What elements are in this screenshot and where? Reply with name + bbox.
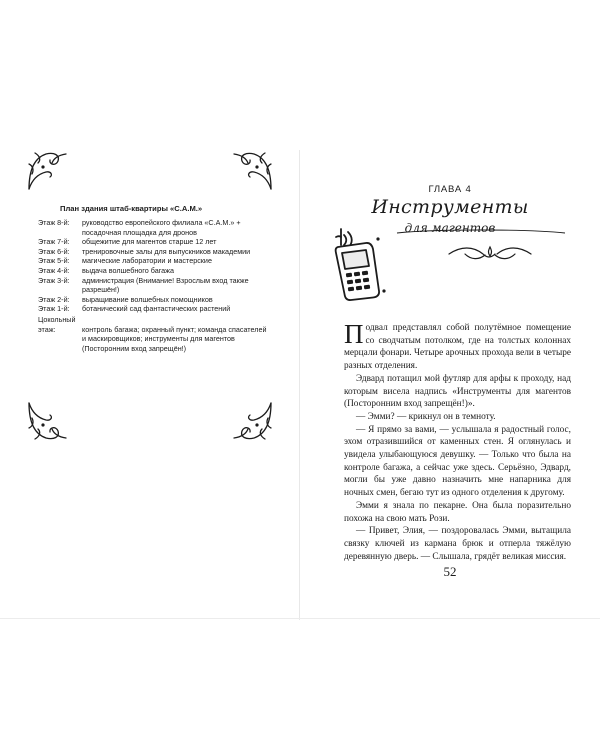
floor-description: магические лаборатории и мастерские — [82, 256, 212, 266]
floor-description: контроль багажа; охранный пункт; команда спасателей и маскировщиков; инструменты для магентов (Посторонним вход запрещён!) — [82, 324, 267, 353]
floor-row — [38, 295, 268, 305]
floor-row-basement — [38, 325, 268, 354]
walkie-talkie-icon — [330, 225, 390, 307]
floor-row — [38, 304, 268, 314]
floor-label: Этаж 1-й: — [38, 304, 70, 314]
basement-label: Цокольный — [38, 314, 76, 324]
floor-description: ботанический сад фантастических растений — [82, 304, 231, 314]
paragraph — [344, 319, 571, 373]
floor-description: руководство европейского филиала «С.А.М.» + посадочная площадка для дронов — [82, 218, 241, 237]
flourish-ornament-icon — [445, 243, 535, 265]
floor-row — [38, 276, 268, 295]
chapter-label: ГЛАВА 4 — [428, 184, 472, 195]
floor-description: общежитие для магентов старше 12 лет — [82, 237, 217, 247]
floor-label: Этаж 7-й: — [38, 237, 70, 247]
floor-label: Этаж 2-й: — [38, 294, 70, 304]
floor-plan-list — [38, 218, 268, 353]
chapter-subtitle: для магентов — [404, 221, 496, 235]
floor-row — [38, 247, 268, 257]
page-bottom-edge — [0, 618, 600, 619]
paragraph: Эмми я знала по пекарне. Она была поразительно похожа на свою мать Рози. — [344, 500, 571, 524]
floor-row — [38, 237, 268, 247]
floor-description: выращивание волшебных помощников — [82, 294, 213, 304]
floor-description: администрация (Внимание! Взрослым вход также разрешён!) — [82, 275, 249, 295]
first-paragraph-text: одвал представлял собой полутёмное помещение со сводчатым потолком, где на толстых колоннах мерцали фонари. Четыре арочных прохода вели в четыре разных отделения. — [344, 323, 571, 372]
chapter-body-text — [344, 319, 571, 563]
floor-row — [38, 256, 268, 266]
page-number: 52 — [443, 564, 457, 579]
drop-cap: П — [344, 319, 364, 349]
floor-label: Этаж 5-й: — [38, 256, 70, 266]
floor-label: этаж: — [38, 324, 56, 334]
floor-label: Этаж 8-й: — [38, 218, 70, 227]
floor-description: тренировочные залы для выпускников макадемии — [82, 246, 251, 256]
paragraph: — Я прямо за вами, — услышала я радостный голос, эхом отразившийся от каменных стен. Я оглянулась и увидела улыбающуюся девушку. — Только что была на контроле багажа, а сейчас уже здесь. Серьёзно, Эдвард, могли бы уже давно назначить мне напарника для ночных смен, бегаю тут из одного отделения к другому. — [344, 424, 571, 499]
corner-ornament-bottom-left-icon — [26, 400, 68, 442]
corner-ornament-top-left-icon — [26, 150, 68, 192]
floor-row — [38, 266, 268, 276]
paragraph: Эдвард потащил мой футляр для арфы к проходу, над которым висела надпись «Инструменты для магентов (Посторонним вход запрещён!)». — [344, 373, 571, 410]
paragraph: — Привет, Элия, — поздоровалась Эмми, вытащила связку ключей из кармана брюк и отперла тяжёлую деревянную дверь. — Слышала, грядёт великая миссия. — [344, 526, 571, 562]
corner-ornament-top-right-icon — [232, 150, 274, 192]
corner-ornament-bottom-right-icon — [232, 400, 274, 442]
floor-description: выдача волшебного багажа — [82, 265, 174, 275]
floor-label: Этаж 6-й: — [38, 246, 70, 256]
paragraph: — Эмми? — крикнул он в темноту. — [356, 411, 496, 422]
floor-row — [38, 218, 268, 237]
plan-title: План здания штаб-квартиры «С.А.М.» — [60, 204, 203, 213]
chapter-title: Инструменты — [371, 196, 529, 218]
floor-label: Этаж 3-й: — [38, 275, 70, 285]
floor-label: Этаж 4-й: — [38, 265, 70, 275]
